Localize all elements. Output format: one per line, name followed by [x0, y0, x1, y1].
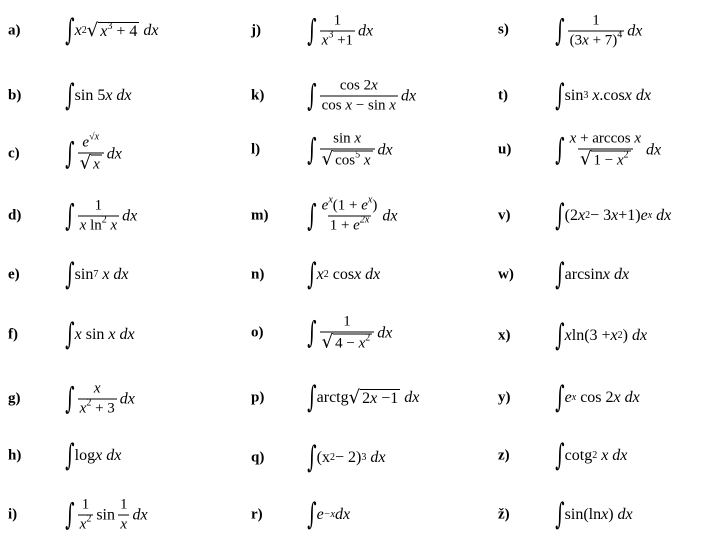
- expr-g: ∫ $\frac{x}{x^2 + 3}$ dx: [65, 380, 135, 417]
- integral-sign: ∫: [555, 438, 565, 473]
- fraction: $\frac{1}{x^2}$: [79, 496, 92, 533]
- label-k: k): [251, 87, 265, 104]
- integral-sign: ∫: [307, 257, 317, 292]
- label-d: d): [8, 207, 22, 224]
- label-l: l): [251, 141, 261, 158]
- label-x: x): [498, 327, 511, 344]
- expr-n: ∫ x 2 cos x dx: [307, 257, 381, 292]
- fraction: $e^{√x}$ √ x: [78, 135, 104, 174]
- label-g: g): [8, 390, 21, 407]
- fraction: $\frac{x}{x^2 + 3}$: [79, 380, 115, 417]
- expr-zh: ∫ sin(ln x ) dx: [555, 497, 633, 532]
- expr-q: ∫ (x 2 − 2) 3 dx: [307, 440, 386, 475]
- integral-sign: ∫: [307, 13, 317, 48]
- expr-u: ∫ x + arccos x √ $1 - x^2$ dx: [555, 130, 662, 170]
- label-e: e): [8, 266, 20, 283]
- integral-sign: ∫: [65, 317, 75, 352]
- expr-m: ∫ $\frac{e^x(1 + e^x)}{1 + e^{2x}}$ dx: [307, 194, 398, 234]
- fraction: $\frac{1}{(3x + 7)^4}$: [569, 12, 623, 49]
- integral-sign: ∫: [307, 497, 317, 532]
- integral-sign: ∫: [65, 438, 75, 473]
- integral-sign: ∫: [555, 198, 565, 233]
- expr-p: ∫ arctg √ 2x −1 dx: [307, 380, 420, 415]
- fraction: $\frac{e^x(1 + e^x)}{1 + e^{2x}}$: [321, 194, 378, 234]
- fraction: $\frac{1}{x^3 +1}$: [321, 12, 354, 49]
- label-r: r): [251, 506, 263, 523]
- integral-sign: ∫: [555, 13, 565, 48]
- fraction: x + arccos x √ $1 - x^2$: [569, 130, 641, 170]
- integral-sign: ∫: [65, 198, 75, 233]
- label-n: n): [251, 266, 265, 283]
- expr-l: ∫ sin x √ $\cos^5 x$ dx: [307, 130, 393, 170]
- label-zh: ž): [498, 506, 510, 523]
- integral-sign: ∫: [307, 198, 317, 233]
- label-p: p): [251, 389, 265, 406]
- label-f: f): [8, 326, 18, 343]
- integral-sign: ∫: [65, 381, 75, 416]
- expr-x: ∫ x ln(3 + x 2 ) dx: [555, 318, 648, 353]
- integral-sign: ∫: [65, 497, 75, 532]
- integral-sign: ∫: [65, 136, 75, 171]
- label-v: v): [498, 207, 511, 224]
- expr-d: ∫ $\frac{1}{x \ln^2 x}$ dx: [65, 197, 138, 234]
- fraction: $\frac{\cos 2x}{\text{cos x − sin x}}$: [321, 77, 396, 114]
- label-t: t): [498, 87, 508, 104]
- label-o: o): [251, 324, 264, 341]
- label-j: j): [251, 22, 261, 39]
- sqrt: √ 2x −1: [348, 386, 399, 408]
- expr-z: ∫ cotg 2 x dx: [555, 438, 628, 473]
- label-c: c): [8, 145, 20, 162]
- expr-e: ∫ sin 7 x dx: [65, 257, 129, 292]
- integral-sign: ∫: [307, 132, 317, 167]
- label-y: y): [498, 389, 511, 406]
- expr-j: ∫ $\frac{1}{x^3 +1}$ dx: [307, 12, 374, 49]
- expr-b: ∫ sin 5 x dx: [65, 78, 132, 113]
- integral-sign: ∫: [307, 380, 317, 415]
- integral-sign: ∫: [555, 257, 565, 292]
- fraction: $\frac{1}{x}$: [119, 496, 128, 533]
- expr-k: ∫ $\frac{\cos 2x}{\text{cos x − sin x}}$ dx: [307, 77, 417, 114]
- integral-sign: ∫: [307, 315, 317, 350]
- expr-r: ∫ e −x dx: [307, 497, 351, 532]
- label-w: w): [498, 266, 514, 283]
- expr-t: ∫ sin 3 x .cos x dx: [555, 78, 651, 113]
- integral-sign: ∫: [555, 78, 565, 113]
- integral-sign: ∫: [555, 132, 565, 167]
- expr-y: ∫ e x cos 2 x dx: [555, 380, 640, 415]
- expr-v: ∫ (2 x 2 − 3 x +1) e x dx: [555, 198, 672, 233]
- label-z: z): [498, 447, 510, 464]
- fraction: sin x √ $\cos^5 x$: [320, 131, 375, 170]
- expr-a: ∫ x 2 √ $x^3 + 4$ dx: [65, 13, 159, 48]
- label-h: h): [8, 447, 22, 464]
- label-u: u): [498, 141, 512, 158]
- integral-sign: ∫: [555, 318, 565, 353]
- integral-sign: ∫: [555, 380, 565, 415]
- expr-s: ∫ $\frac{1}{(3x + 7)^4}$ dx: [555, 12, 643, 49]
- label-b: b): [8, 87, 22, 104]
- integral-sign: ∫: [65, 78, 75, 113]
- expr-o: ∫ 1 √ $4 - x^2$ dx: [307, 313, 393, 353]
- fraction: $\frac{1}{x \ln^2 x}$: [79, 197, 118, 234]
- expr-c: ∫ $e^{√x}$ √ x dx: [65, 131, 122, 174]
- sqrt: √ $x^3 + 4$: [86, 19, 138, 41]
- fraction: 1 √ $4 - x^2$: [320, 314, 375, 353]
- label-s: s): [498, 21, 509, 38]
- integral-sign: ∫: [555, 497, 565, 532]
- expr-w: ∫ arcsin x dx: [555, 257, 630, 292]
- label-i: i): [8, 506, 18, 523]
- label-q: q): [251, 449, 265, 466]
- expr-i: ∫ $\frac{1}{x^2}$ sin $\frac{1}{x}$ dx: [65, 496, 148, 533]
- integral-sign: ∫: [65, 257, 75, 292]
- expr-h: ∫ log x dx: [65, 438, 122, 473]
- expr-f: ∫ x sin x dx: [65, 317, 135, 352]
- integral-sign: ∫: [65, 13, 75, 48]
- integral-sign: ∫: [307, 78, 317, 113]
- integral-sign: ∫: [307, 440, 317, 475]
- label-a: a): [8, 22, 21, 39]
- label-m: m): [251, 207, 269, 224]
